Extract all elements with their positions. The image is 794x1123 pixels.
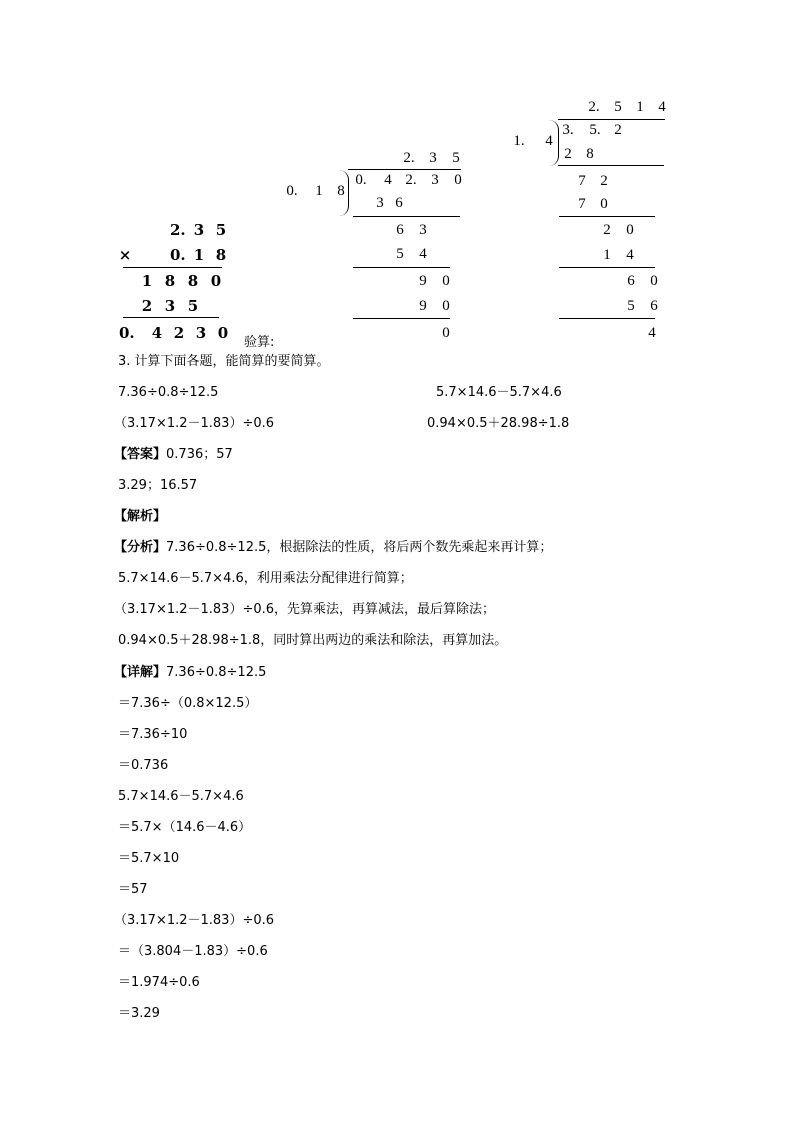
step-digit: 5	[627, 298, 635, 314]
detail-line: （3.17×1.2－1.83）÷0.6	[114, 913, 275, 928]
detail-line	[114, 664, 266, 682]
product-digit: 0.	[119, 324, 135, 342]
division-rule	[353, 216, 460, 217]
divisor-digit: 8	[337, 183, 345, 199]
detail-line: ＝0.736	[118, 758, 169, 773]
analysis-text: 7.36÷0.8÷12.5，根据除法的性质，将后两个数先乘起来再计算；	[166, 540, 553, 555]
problem-3: （3.17×1.2－1.83）÷0.6	[114, 416, 275, 431]
step-digit: 9	[419, 273, 427, 289]
division-bar	[558, 119, 665, 120]
answer-values-1: 0.736；57	[166, 447, 233, 462]
multiplicand-digit: 3	[193, 221, 205, 239]
detail-line: ＝（3.804－1.83）÷0.6	[118, 944, 268, 959]
step-digit: 3	[376, 195, 384, 211]
dividend-digit: 3.	[562, 122, 574, 138]
quotient-digit: 3	[429, 150, 437, 166]
divisor-digit: 1	[315, 183, 323, 199]
step-digit: 2	[600, 173, 608, 189]
partial-product-digit: 8	[187, 272, 199, 290]
answer-line-1	[114, 446, 233, 464]
problem-4: 0.94×0.5＋28.98÷1.8	[427, 416, 570, 431]
dividend-digit: 2	[614, 122, 622, 138]
remainder-digit: 4	[648, 325, 656, 341]
dividend-digit: 0.	[355, 172, 367, 188]
step-digit: 0	[442, 298, 450, 314]
analysis-line	[114, 539, 552, 557]
step-digit: 4	[626, 247, 634, 263]
step-digit: 7	[578, 196, 586, 212]
problem-1: 7.36÷0.8÷12.5	[118, 385, 219, 400]
division-rule	[558, 165, 664, 166]
product-digit: 3	[195, 324, 207, 342]
partial-product-digit: 0	[210, 272, 222, 290]
step-digit: 9	[419, 298, 427, 314]
problem-2: 5.7×14.6－5.7×4.6	[436, 385, 562, 400]
divisor-digit: 4	[545, 133, 553, 149]
division-rule	[353, 267, 450, 268]
multiplier-digit: 0.	[170, 246, 186, 264]
division-rule	[559, 267, 655, 268]
quotient-digit: 2.	[588, 99, 600, 115]
division-bar	[348, 169, 461, 170]
step-digit: 5	[396, 246, 404, 262]
detail-text: 7.36÷0.8÷12.5	[166, 665, 267, 680]
dividend-digit: 3	[431, 172, 439, 188]
partial-product-digit: 1	[141, 272, 153, 290]
quotient-digit: 5	[452, 150, 460, 166]
multiplicand-digit: 2.	[170, 221, 186, 239]
divisor-digit: 1.	[513, 133, 525, 149]
remainder-digit: 0	[442, 325, 450, 341]
step-digit: 0	[442, 273, 450, 289]
detail-line: ＝7.36÷（0.8×12.5）	[118, 696, 258, 711]
step-digit: 7	[578, 173, 586, 189]
partial-product-digit: 2	[141, 297, 153, 315]
question-title: 3. 计算下面各题，能简算的要简算。	[118, 354, 330, 369]
division-rule	[353, 318, 450, 319]
product-digit: 4	[151, 324, 163, 342]
partial-product-digit: 8	[164, 272, 176, 290]
dividend-digit: 5.	[589, 122, 601, 138]
dividend-digit: 4	[384, 172, 392, 188]
answer-label: 【答案】	[114, 447, 167, 462]
step-digit: 4	[419, 246, 427, 262]
analysis-label: 【分析】	[114, 540, 167, 555]
division-rule	[559, 216, 655, 217]
division-bracket	[548, 120, 559, 166]
partial-product-digit: 5	[187, 297, 199, 315]
step-digit: 0	[626, 222, 634, 238]
step-digit: 6	[627, 273, 635, 289]
quotient-digit: 1	[636, 99, 644, 115]
multiplication-rule	[123, 317, 219, 318]
detail-line: ＝5.7×（14.6－4.6）	[118, 820, 252, 835]
multiplication-rule	[123, 267, 222, 268]
step-digit: 6	[395, 195, 403, 211]
quotient-digit: 4	[658, 99, 666, 115]
check-label: 验算:	[244, 335, 275, 350]
analysis-line: 5.7×14.6－5.7×4.6，利用乘法分配律进行简算；	[118, 571, 413, 586]
analysis-line: 0.94×0.5＋28.98÷1.8，同时算出两边的乘法和除法，再算加法。	[118, 633, 508, 648]
detail-line: ＝57	[118, 882, 148, 897]
multiplier-digit: 8	[215, 246, 227, 264]
step-digit: 8	[586, 146, 594, 162]
analysis-line: （3.17×1.2－1.83）÷0.6，先算乘法，再算减法，最后算除法；	[114, 602, 496, 617]
product-digit: 2	[173, 324, 185, 342]
detail-line: ＝7.36÷10	[118, 727, 188, 742]
division-rule	[559, 318, 655, 319]
division-bracket	[338, 170, 349, 216]
multiplier-digit: 1	[193, 246, 205, 264]
step-digit: 3	[419, 222, 427, 238]
product-digit: 0	[217, 324, 229, 342]
partial-product-digit: 3	[164, 297, 176, 315]
dividend-digit: 2.	[405, 172, 417, 188]
answer-values-2: 3.29；16.57	[118, 478, 198, 493]
step-digit: 6	[650, 298, 658, 314]
divisor-digit: 0.	[286, 183, 298, 199]
detail-line: ＝1.974÷0.6	[118, 975, 200, 990]
step-digit: 1	[603, 247, 611, 263]
analysis-heading: 【解析】	[114, 509, 167, 524]
step-digit: 2	[603, 222, 611, 238]
detail-line: ＝5.7×10	[118, 851, 180, 866]
step-digit: 0	[600, 196, 608, 212]
quotient-digit: 2.	[403, 150, 415, 166]
quotient-digit: 5	[614, 99, 622, 115]
detail-label: 【详解】	[114, 665, 167, 680]
step-digit: 6	[396, 222, 404, 238]
detail-line: ＝3.29	[118, 1006, 160, 1021]
multiply-operator: ×	[118, 246, 132, 264]
detail-line: 5.7×14.6－5.7×4.6	[118, 789, 244, 804]
step-digit: 0	[650, 273, 658, 289]
multiplicand-digit: 5	[215, 221, 227, 239]
dividend-digit: 0	[454, 172, 462, 188]
step-digit: 2	[564, 146, 572, 162]
